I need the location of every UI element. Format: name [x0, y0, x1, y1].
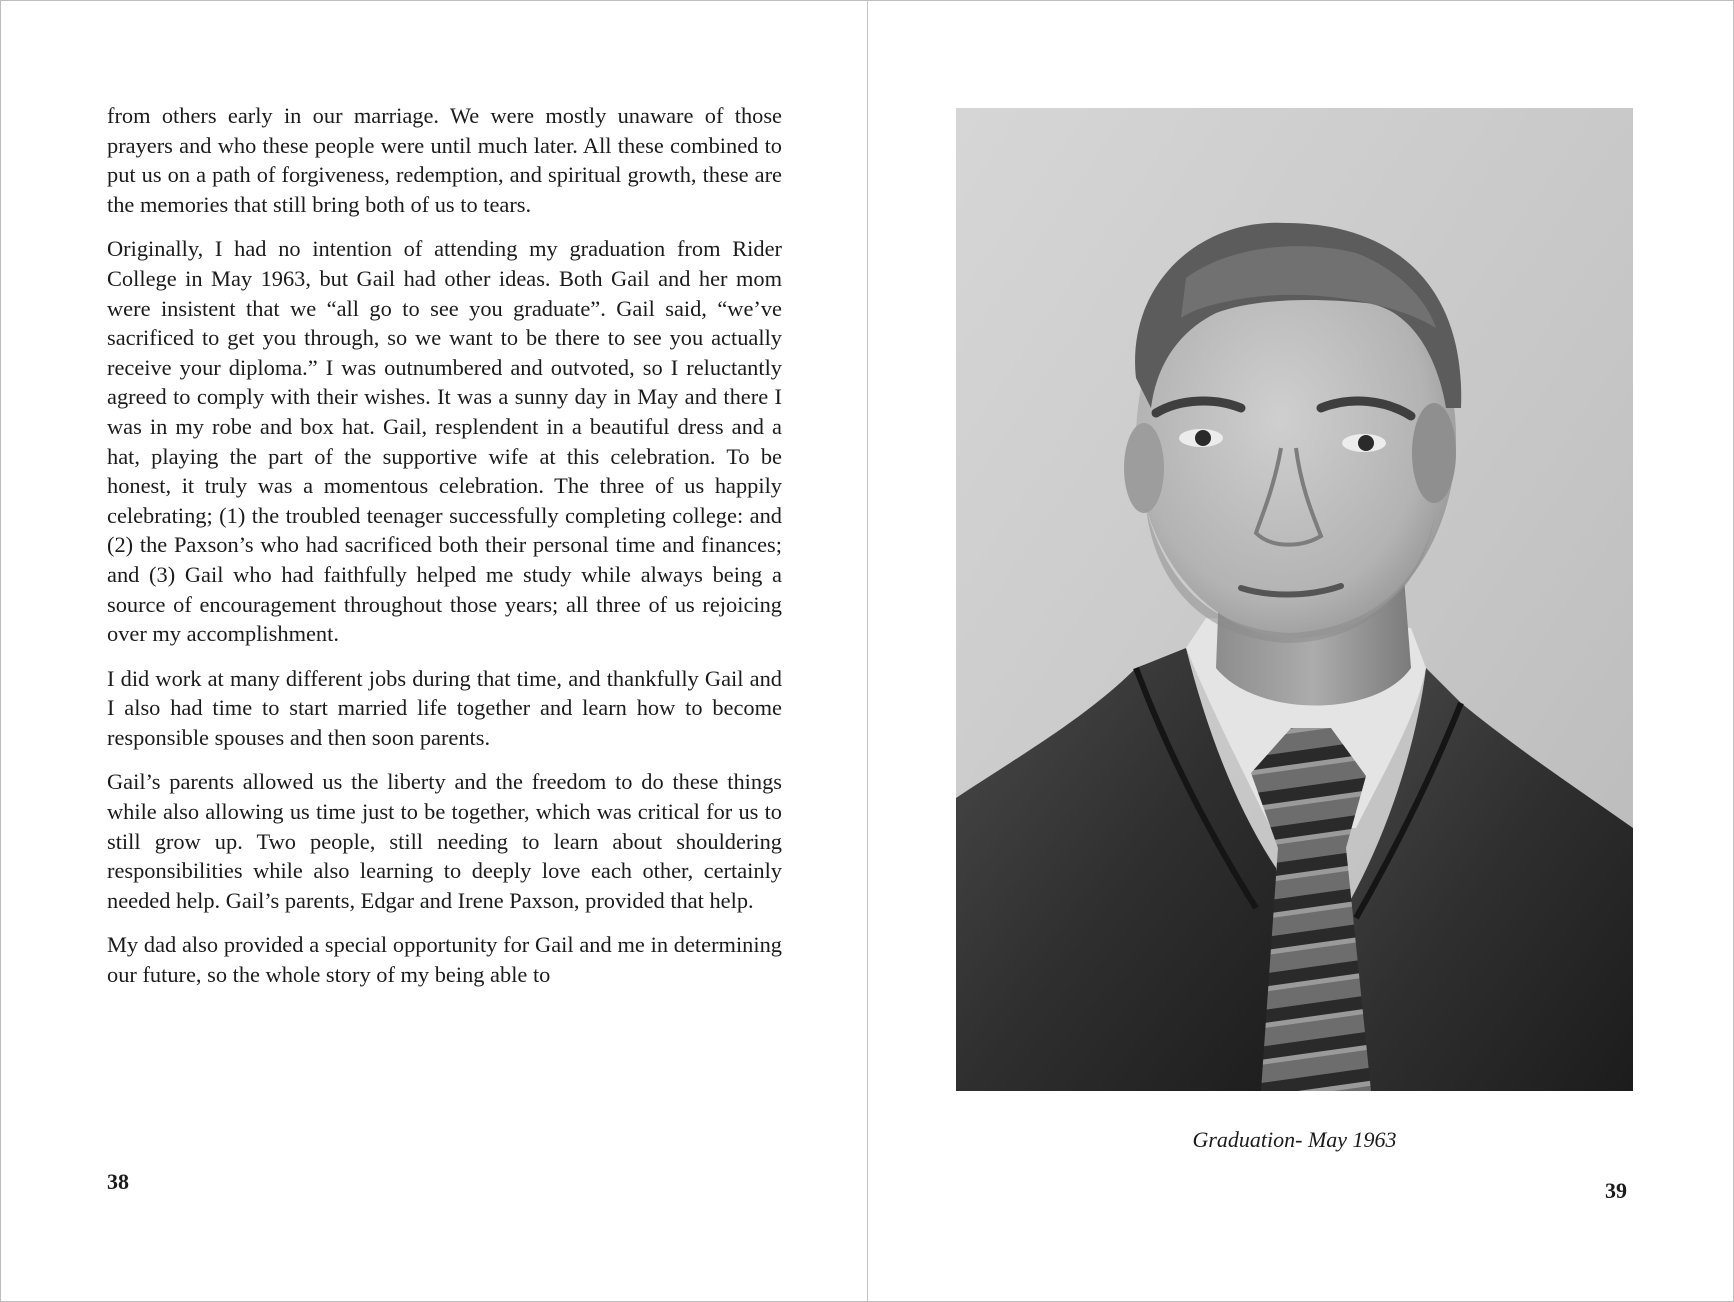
graduation-photo — [956, 108, 1633, 1091]
paragraph-5: My dad also provided a special opportunity for Gail and me in determining our future, so the whole story of my being able to — [107, 932, 782, 988]
photo-caption: Graduation- May 1963 — [1192, 1127, 1397, 1152]
paragraph-2: Originally, I had no intention of attending my graduation from Rider College in May 1963, but Gail had other ideas. Both Gail and her mom were insistent that we “all go to see you graduate”. Gail said, “we’ve sacrificed to get you through, so we want to be there to see you actually receive your diploma.” I was outnumbered and outvoted, so I reluctantly agreed to comply with their wishes. It was a sunny day in May and there I was in my robe and box hat. Gail, resplendent in a beautiful dress and a hat, playing the part of the supportive wife at this celebration. To be honest, it truly was a momentous celebration. The three of us happily celebrating; (1) the troubled teenager successfully completing college: and (2) the Paxson’s who had sacrificed both their personal time and finances; and (3) Gail who had faithfully helped me study while always being a source of encouragement throughout those years; all three of us rejoicing over my accomplishment. — [107, 236, 782, 647]
right-pupil — [1358, 435, 1374, 451]
left-page — [1, 1, 867, 1301]
paragraph-1: from others early in our marriage. We were mostly unaware of those prayers and who these people were until much later. All these combined to put us on a path of forgiveness, redemption, and spiritual growth, these are the memories that still bring both of us to tears. — [107, 103, 782, 217]
body-text — [107, 101, 782, 1005]
page-number-left: 38 — [107, 1169, 129, 1194]
page-number-right: 39 — [1605, 1178, 1627, 1203]
right-page — [868, 1, 1733, 1301]
paragraph-3: I did work at many different jobs during that time, and thankfully Gail and I also had time to start married life together and learn how to become responsible spouses and then soon parents. — [107, 665, 782, 750]
portrait-illustration — [956, 108, 1633, 1091]
paragraph-4: Gail’s parents allowed us the liberty and the freedom to do these things while also allowing us time just to be together, which was critical for us to still grow up. Two people, still needing to learn about shouldering responsibilities while also learning to deeply love each other, certainly needed help. Gail’s parents, Edgar and Irene Paxson, provided that help. — [107, 769, 782, 913]
left-pupil — [1195, 430, 1211, 446]
left-ear — [1124, 423, 1164, 513]
right-ear — [1412, 403, 1456, 503]
